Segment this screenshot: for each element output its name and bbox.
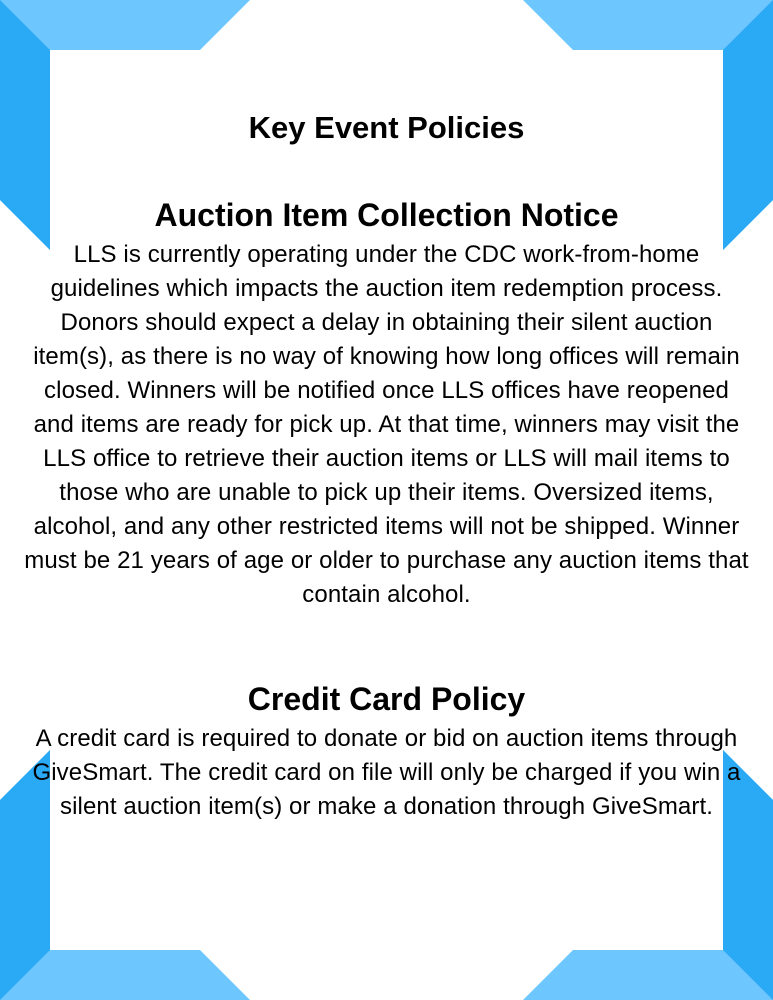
section-heading-auction-collection: Auction Item Collection Notice <box>154 197 619 233</box>
page-title: Key Event Policies <box>248 110 525 145</box>
section-heading-credit-card: Credit Card Policy <box>247 681 526 717</box>
section-body-auction-collection: LLS is currently operating under the CDC work-from-home guidelines which impacts the auction item redemption process. Donors should expect a delay in obtaining their silent auction item(s), as there is no way of knowing how long offices will remain closed. Winners will be notified once LLS offices have reopened and items are ready for pick up. At that time, winners may visit the LLS office to retrieve their auction items or LLS will mail items to those who are unable to pick up their items. Oversized items, alcohol, and any other restricted items will not be shipped. Winner must be 21 years of age or older to purchase any auction items that contain alcohol. <box>24 241 749 608</box>
section-body-credit-card: A credit card is required to donate or bid on auction items through GiveSmart. The credit card on file will only be charged if you win a silent auction item(s) or make a donation through GiveSmart. <box>32 725 741 820</box>
